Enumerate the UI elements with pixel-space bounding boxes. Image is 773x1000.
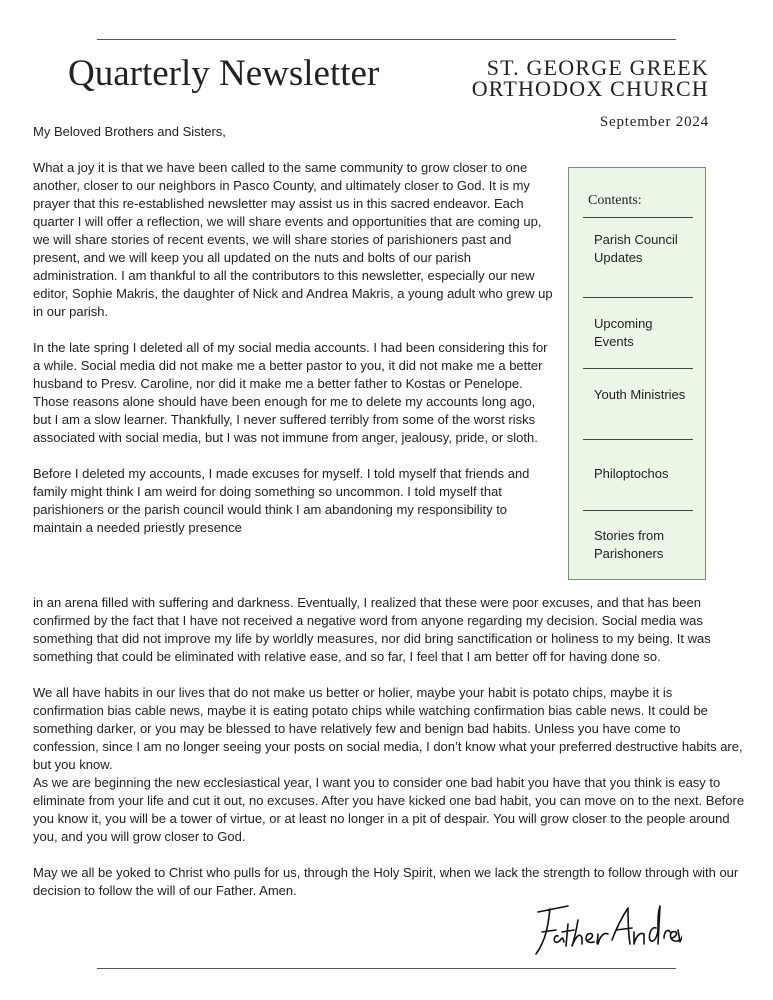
letter-greeting: My Beloved Brothers and Sisters, [33, 124, 226, 139]
contents-item-youth-ministries[interactable]: Youth Ministries [594, 387, 686, 402]
contents-divider [583, 510, 693, 511]
letter-column-wide [33, 594, 745, 900]
letter-paragraph-6: May we all be yoked to Christ who pulls for us, through the Holy Spirit, when we lack the strength to follow through with our decision to follow the will of our Father. Amen. [33, 865, 739, 898]
church-name-line-2: ORTHODOX CHURCH [471, 76, 709, 101]
contents-divider [583, 439, 693, 440]
letter-paragraph-4: We all have habits in our lives that do not make us better or holier, maybe your habit is potato chips, maybe it is confirmation bias cable news, maybe it is eating potato chips while watching confirmation bias cable news. It could be something darker, or you may be blessed to have relatively few and benign bad habits. Unless you have come to confession, since I am no longer seeing your posts on social media, I don’t know what your preferred destructive habits are, but you know. [33, 685, 743, 772]
contents-divider [583, 217, 693, 218]
contents-divider [583, 368, 693, 369]
issue-date: September 2024 [599, 114, 709, 130]
contents-item-upcoming-events[interactable]: Upcoming Events [594, 316, 653, 349]
contents-box [568, 167, 706, 580]
contents-item-parish-council[interactable]: Parish Council Updates [594, 232, 678, 265]
letter-paragraph-5: As we are beginning the new ecclesiastical year, I want you to consider one bad habit you have that you think is easy to eliminate from your life and cut it out, no excuses. After you have kicked one bad habit, you can move on to the next. Before you know it, you will be a tower of virtue, or at least no longer in a pit of despair. You will grow closer to the people around you, and you will grow closer to God. [33, 775, 745, 844]
church-name-line-1: ST. GEORGE GREEK [486, 55, 709, 80]
contents-divider [583, 297, 693, 298]
newsletter-title: Quarterly Newsletter [68, 53, 380, 94]
letter-paragraph-3-end: in an arena filled with suffering and darkness. Eventually, I realized that these were poor excuses, and that has been confirmed by the fact that I have not received a negative word from anyone regarding my decision. Social media was something that did not improve my life by worldly measures, nor did bring sanctification or holiness to my being. It was something that could be eliminated with relative ease, and so far, I feel that I am better off for having done so. [33, 595, 711, 664]
contents-heading: Contents: [588, 193, 642, 208]
letter-paragraph-2: In the late spring I deleted all of my social media accounts. I had been considering this for a while. Social media did not make me a better pastor to you, it did not make me a better husband to Presv. Caroline, nor did it make me a better father to Kostas or Penelope. Those reasons alone should have been enough for me to delete my accounts long ago, but I am a slow learner. Thankfully, I never suffered terribly from some of the worst risks associated with social media, but I was not immune from anger, jealousy, pride, or sloth. [33, 340, 548, 445]
letter-paragraph-1: What a joy it is that we have been called to the same community to grow closer to one another, closer to our neighbors in Pasco County, and ultimately closer to God. It is my prayer that this re-established newsletter may assist us in this sacred endeavor. Each quarter I will offer a reflection, we will share events and opportunities that are coming up, we will share stories of recent events, we will share stories of parishioners past and present, and we will keep you all updated on the nuts and bolts of our parish administration. I am thankful to all the contributors to this newsletter, especially our new editor, Sophie Makris, the daughter of Nick and Andrea Makris, a young adult who grew up in our parish. [33, 160, 553, 319]
bottom-rule [97, 968, 676, 969]
church-name [472, 57, 709, 99]
letter-paragraph-3-start: Before I deleted my accounts, I made excuses for myself. I told myself that friends and family might think I am weird for doing something so uncommon. I told myself that parishioners or the parish council would think I am abandoning my responsibility to maintain a needed priestly presence [33, 466, 530, 535]
signature-image [522, 898, 682, 960]
letter-column-narrow [33, 123, 555, 537]
contents-item-philoptochos[interactable]: Philoptochos [594, 466, 669, 481]
contents-item-stories[interactable]: Stories from Parishoners [594, 528, 665, 561]
top-rule [97, 39, 676, 40]
